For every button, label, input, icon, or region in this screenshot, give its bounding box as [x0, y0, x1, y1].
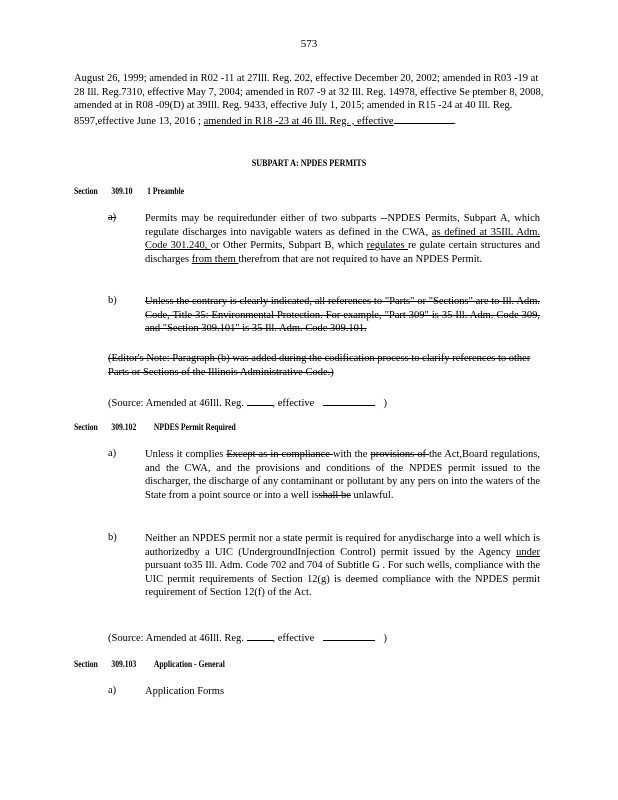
item-label-a: a) [108, 685, 117, 696]
text-run: with the [332, 449, 371, 460]
npdes-paragraph-b [145, 532, 540, 600]
amendment-new-text: amended in R18 -23 at 46 Ill. Reg. , effective [203, 115, 394, 127]
section-number: 309.102 [111, 422, 137, 432]
text-run: or Other Permits, Subpart B, which [210, 240, 367, 252]
source-blank [323, 395, 375, 406]
preamble-paragraph-a [145, 212, 540, 266]
text-run: pursuant to35 Ill. Adm. Code 702 and 704 of Subtitle G . For such wells, compliance with the UIC permit requirements of Section 12(g) is deemed compliance with the NPDES permit requirement of Section 12(f) of the Act. [145, 560, 540, 599]
section-heading-309-102 [74, 422, 236, 432]
item-label-b: b) [108, 295, 117, 306]
source-text: , effective [272, 633, 315, 644]
inserted-text: under [516, 546, 540, 558]
text-run: Neither an NPDES permit nor a state permit is required for anydischarge into a well which is authorizedby a UIC (UndergroundInjection Control) permit issued by the Agency [145, 533, 540, 558]
deleted-text: provisions of [370, 449, 429, 460]
deleted-text: shall be [318, 489, 351, 501]
section-word: Section [74, 659, 98, 669]
amendment-text: August 26, 1999; amended in R02 -11 at 27Ill. Reg. 202, effective December 20, 2002; amended in R03 -19 at 28 Ill. Reg.7310, effective May 7, 2004; amended in R07 -9 at 32 Ill. Reg. 14978, effective Se ptember 8, 2008, amended at in R08 -09(D) at 39Ill. Reg. 9433, effective July 1, 2015; amended in R15 -24 at 40 Ill. Reg. 8597,effective June 13, 2016 ; [74, 73, 544, 127]
section-number: 309.103 [111, 659, 137, 669]
text-run: Permits may be requiredunder either of two subparts --NPDES Permits, Subpart A, which regulate discharges into navigable waters as defined in the CWA, [145, 213, 540, 238]
source-text: ) [383, 398, 388, 409]
text-run: therefrom that are not required to have an NPDES Permit. [238, 253, 483, 265]
section-heading-309-103 [74, 659, 225, 669]
inserted-text: as defined at 35Ill. Adm. Code 301.240, [145, 226, 540, 252]
subpart-heading: SUBPART A: NPDES PERMITS [251, 158, 367, 168]
npdes-paragraph-a [145, 448, 540, 502]
deleted-text: Except as in compliance [226, 449, 333, 460]
text-run: the Act,Board regulations, and the CWA, and the provisions and conditions of the NPDES permit issued to the discharger, the discharge of any contaminant or pollutant by any pers on into the waters of the State from a point source or into a well is [145, 449, 541, 501]
source-text: (Source: Amended at 46Ill. Reg. [108, 633, 244, 644]
page-number: 573 [300, 38, 318, 50]
editors-note: (Editor's Note: Paragraph (b) was added during the codification process to clarify references to other Parts or Sections of the Illinois Administrative Code.) [108, 353, 531, 378]
text-run: Unless it complies [145, 449, 227, 460]
section-number: 309.10 [111, 186, 133, 196]
source-line-2 [108, 630, 387, 644]
section-word: Section [74, 422, 98, 432]
amendment-history [74, 72, 544, 128]
inserted-text: regulates [366, 240, 408, 252]
inserted-text: from them [191, 253, 239, 265]
source-blank [323, 630, 375, 641]
item-label-a: a) [108, 448, 117, 459]
source-text: , effective [272, 398, 315, 409]
text-run: unlawful. [350, 489, 394, 501]
section-word: Section [74, 186, 98, 196]
amendment-blank [394, 113, 454, 124]
section-title: Application - General [153, 659, 225, 669]
source-blank [247, 395, 273, 406]
item-label-a: a) [108, 212, 117, 223]
section-heading-309-101 [74, 186, 184, 196]
text-run: re gulate certain structures and discharges [145, 240, 540, 265]
application-forms: Application Forms [145, 686, 225, 697]
amendment-end: . [453, 115, 457, 127]
item-label-b: b) [108, 532, 117, 543]
source-line-1 [108, 395, 387, 409]
preamble-paragraph-b: Unless the contrary is clearly indicated, all references to "Parts" or "Sections" are to Ill. Adm. Code, Title 35: Environmental Protection. For example, "Part 309" is 35 Ill. Adm. Code 309, and "Section 309.101" is 35 Ill. Adm. Code 309.101. [145, 296, 540, 335]
section-title: 1 Preamble [147, 186, 185, 196]
source-text: (Source: Amended at 46Ill. Reg. [108, 398, 244, 409]
section-title: NPDES Permit Required [153, 422, 236, 432]
source-text: ) [383, 633, 388, 644]
source-blank [247, 630, 273, 641]
